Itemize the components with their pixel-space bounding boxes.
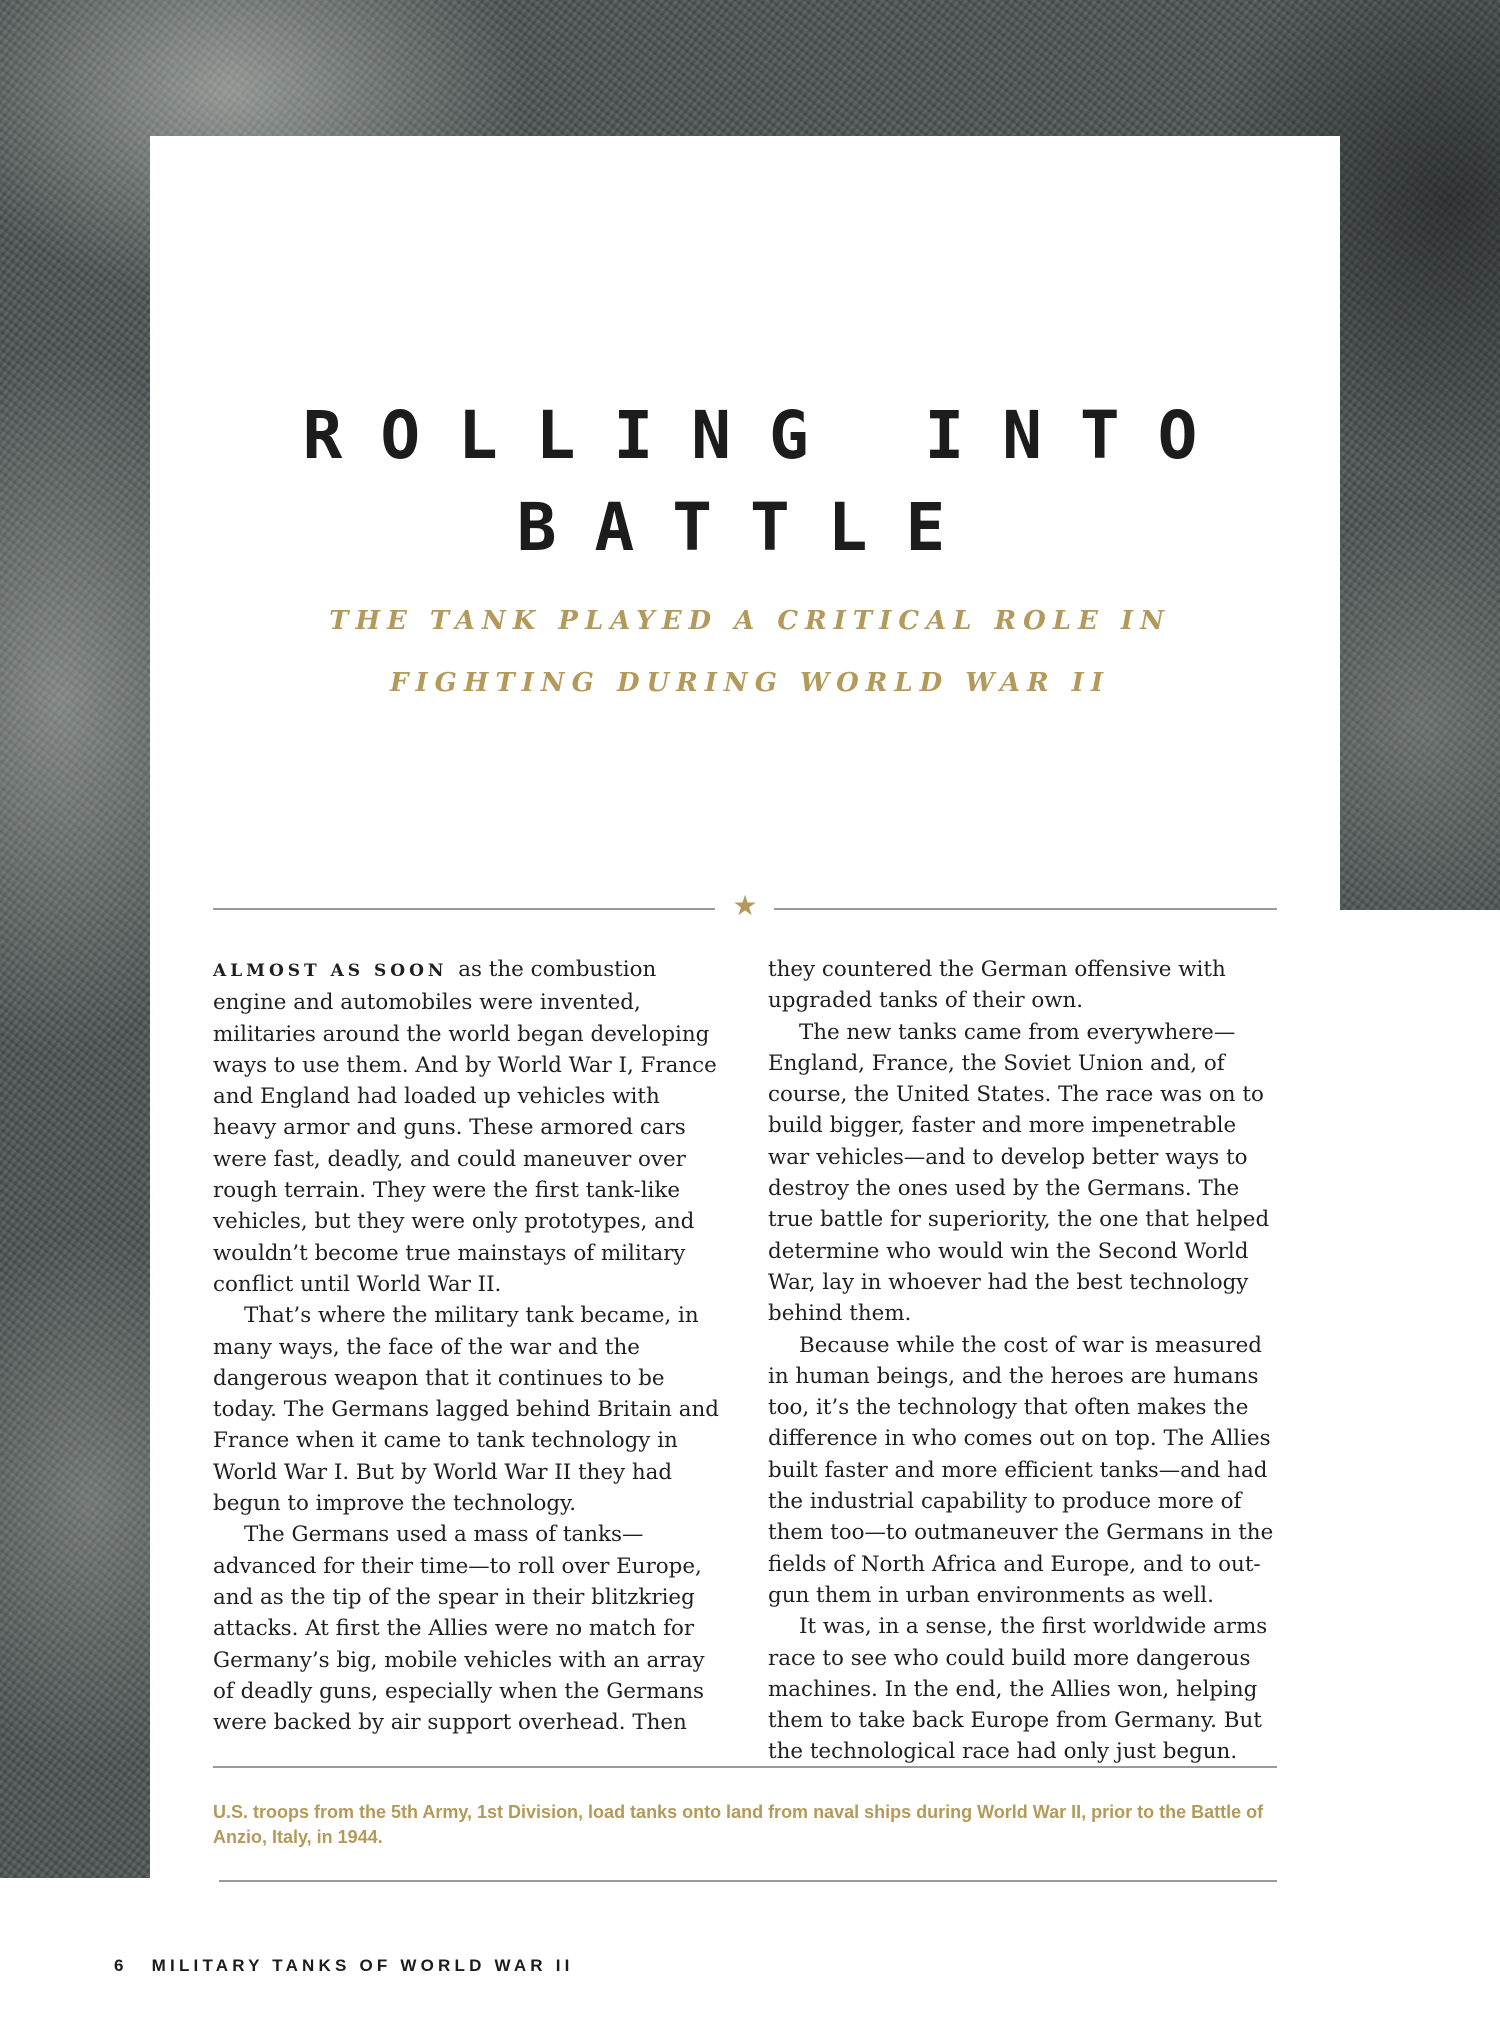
photo-caption: U.S. troops from the 5th Army, 1st Division, load tanks onto land from naval ships during World War II, prior to the Battle of Anzio, Italy, in 1944. <box>213 1802 1264 1847</box>
star-icon: ★ <box>732 889 758 922</box>
running-title: MILITARY TANKS OF WORLD WAR II <box>151 1956 574 1975</box>
title-line-1: ROLLING INTO <box>302 397 1236 474</box>
page-number: 6 <box>114 1956 128 1975</box>
article-paragraph: they countered the German offensive with upgraded tanks of their own. <box>768 957 1226 1014</box>
article-paragraph: It was, in a sense, the first worldwide arms race to see who could build more dangerous machines. In the end, the Allies won, helping them to take back Europe from Germany. But the technological race had only just begun. <box>768 1614 1268 1765</box>
divider-right <box>774 908 1277 910</box>
page-footer <box>114 1956 574 1976</box>
article-column-right <box>768 954 1278 1768</box>
background-cutout <box>1340 910 1500 1878</box>
caption-rule-bottom <box>219 1880 1277 1882</box>
subtitle-line-1: THE TANK PLAYED A CRITICAL ROLE IN <box>329 606 1171 636</box>
article-paragraph: That’s where the military tank became, in many ways, the face of the war and the dangerous weapon that it continues to be today. The Germans lagged behind Britain and France when it came to tank technology in World War I. But by World War II they had begun to improve the technology. <box>213 1303 719 1517</box>
article-paragraph: The new tanks came from everywhere—England, France, the Soviet Union and, of course, the United States. The race was on to build bigger, faster and more impenetrable war vehicles—and to develop better ways to destroy the ones used by the Germans. The true battle for superiority, the one that helped determine who would win the Second World War, lay in whoever had the best technology behind them. <box>768 1019 1270 1327</box>
article-paragraph: ALMOST AS SOON as the combustion engine and automobiles were invented, militaries around the world began developing ways to use them. And by World War I, France and England had loaded up vehicles with heavy armor and guns. These armored cars were fast, deadly, and could maneuver over rough terrain. They were the first tank-like vehicles, but they were only prototypes, and wouldn’t become true mainstays of military conflict until World War II. <box>213 957 717 1297</box>
page-title <box>0 390 1500 574</box>
title-line-2: BATTLE <box>516 489 984 566</box>
lead-in: ALMOST AS SOON <box>213 961 448 981</box>
article-paragraph: Because while the cost of war is measured in human beings, and the heroes are humans too, it’s the technology that often makes the difference in who comes out on top. The Allies built faster and more efficient tanks—and had the industrial capability to produce more of them too—to outmaneuver the Germans in the fields of North Africa and Europe, and to out-gun them in urban environments as well. <box>768 1332 1274 1608</box>
article-paragraph: The Germans used a mass of tanks—advanced for their time—to roll over Europe, and as the tip of the spear in their blitzkrieg attacks. At first the Allies were no match for Germany’s big, mobile vehicles with an array of deadly guns, especially when the Germans were backed by air support overhead. Then <box>213 1522 705 1736</box>
divider-left <box>213 908 715 910</box>
caption-rule-top <box>213 1766 1277 1768</box>
page-subtitle <box>0 590 1500 714</box>
article-column-left <box>213 954 723 1738</box>
subtitle-line-2: FIGHTING DURING WORLD WAR II <box>390 668 1110 698</box>
